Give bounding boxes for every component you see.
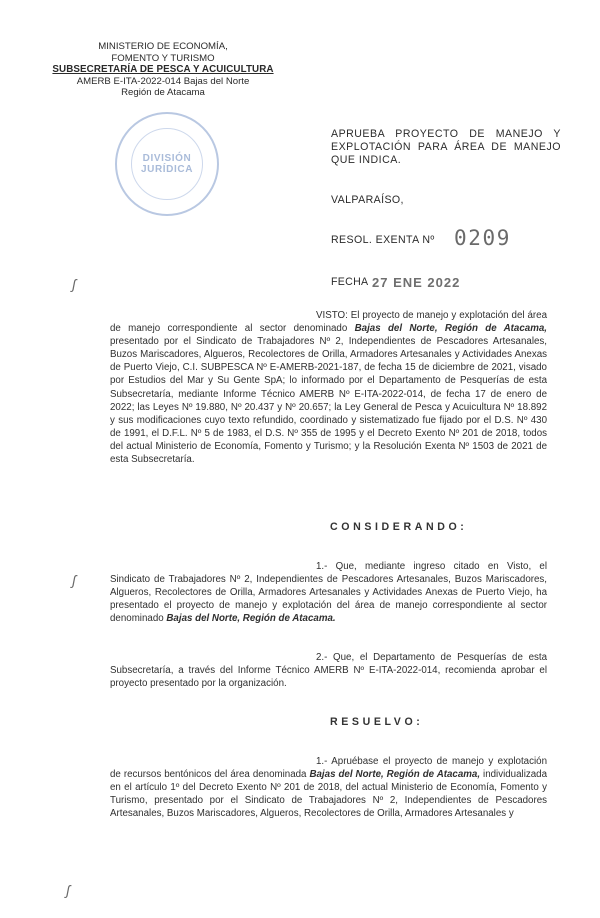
resolution-title: APRUEBA PROYECTO DE MANEJO Y EXPLOTACIÓN PARA ÁREA DE MANEJO QUE INDICA. (331, 128, 561, 166)
visto-text-2: presentado por el Sindicato de Trabajadores Nº 2, Independientes de Pescadores Artesanales, Buzos Mariscadores, Algueros, Recolectores de Orilla, Armadores Artesanales y Actividades Anexas de Puerto Viejo, C.I. SUBPESCA Nº E-AMERB-2021-187, de fecha 15 de diciembre de 2021, visado por Estudios del Mar y Su Gente SpA; lo informado por el Departamento de Pesquerías de esta Subsecretaría, mediante Informe Técnico AMERB Nº E-ITA-2022-014, de fecha 17 de enero de 2022; las Leyes Nº 19.880, Nº 20.437 y Nº 20.657; la Ley General de Pesca y Acuicultura Nº 18.892 y sus modificaciones cuyo texto refundido, coordinado y sistematizado fue fijado por el D.S. Nº 430 de 1991, el D.F.L. Nº 5 de 1983, el D.S. Nº 355 de 1995 y el Decreto Exento Nº 201 de 2018, todos del actual Ministerio de Economía, Fomento y Turismo; y la Resolución Exenta Nº 1503 de 2021 de esta Subsecretaría. (110, 336, 547, 466)
resuelvo-1-text: 1.- Apruébase el proyecto de manejo y explotación de recursos bentónicos del área denominada (110, 756, 547, 781)
resuelvo-1-text-2: individualizada en el artículo 1º del Decreto Exento Nº 201 de 2018, del actual Ministerio de Economía, Fomento y Turismo, presentado por el Sindicato de Trabajadores Nº 2, Independientes de Pescadores Artesanales, Buzos Mariscadores, Algueros, Recolectores de Orilla, Armadores Artesanales y (110, 769, 548, 820)
division-juridica-stamp (115, 112, 219, 216)
considerando-1-area-name: Bajas del Norte, Región de Atacama. (166, 613, 336, 625)
resuelvo-item-1 (110, 755, 547, 820)
considerando-item-2 (110, 651, 547, 690)
city-line: VALPARAÍSO, (331, 194, 404, 206)
resuelvo-heading: RESUELVO: (330, 716, 424, 728)
ministry-header (40, 41, 286, 99)
undersecretariat-name: SUBSECRETARÍA DE PESCA Y ACUICULTURA (52, 64, 274, 75)
stamp-line-1: DIVISIÓN (142, 153, 192, 164)
stamp-line-2: JURÍDICA (140, 164, 194, 175)
margin-mark-2: ʃ (72, 572, 77, 588)
ministry-line-1: MINISTERIO DE ECONOMÍA, (98, 41, 228, 52)
considerando-2-text: 2.- Que, el Departamento de Pesquerías de esta Subsecretaría, a través del Informe Técnico AMERB Nº E-ITA-2022-014, recomienda aprobar el proyecto presentado por la organización. (110, 652, 547, 690)
amerb-reference: AMERB E-ITA-2022-014 Bajas del Norte (76, 75, 250, 87)
considerando-item-1 (110, 560, 547, 625)
date-label: FECHA (331, 276, 369, 288)
region-line: Región de Atacama (121, 87, 205, 98)
resuelvo-1-area-name: Bajas del Norte, Región de Atacama, (309, 769, 481, 781)
visto-area-name: Bajas del Norte, Región de Atacama, (354, 323, 548, 335)
considerando-1-text: 1.- Que, mediante ingreso citado en Visto, el Sindicato de Trabajadores Nº 2, Independientes de Pescadores Artesanales, Buzos Mariscadores, Algueros, Recolectores de Orilla, Armadores Artesanales y Actividades Anexas de Puerto Viejo, ha presentado el proyecto de manejo y explotación del área de manejo correspondiente al sector denominado (110, 561, 547, 625)
visto-text-1: El proyecto de manejo y explotación del área de manejo correspondiente al sector denominado (110, 310, 547, 335)
visto-lead: VISTO: (316, 310, 348, 321)
resolution-label: RESOL. EXENTA Nº (331, 234, 435, 246)
visto-paragraph (110, 309, 547, 466)
date-stamp-value: 27 ENE 2022 (372, 275, 461, 290)
ministry-line-2: FOMENTO Y TURISMO (111, 52, 215, 64)
considerando-heading: CONSIDERANDO: (330, 521, 468, 533)
margin-mark-1: ʃ (72, 276, 77, 292)
resolution-number: 0209 (454, 226, 511, 250)
margin-mark-3: ʃ (66, 882, 71, 898)
